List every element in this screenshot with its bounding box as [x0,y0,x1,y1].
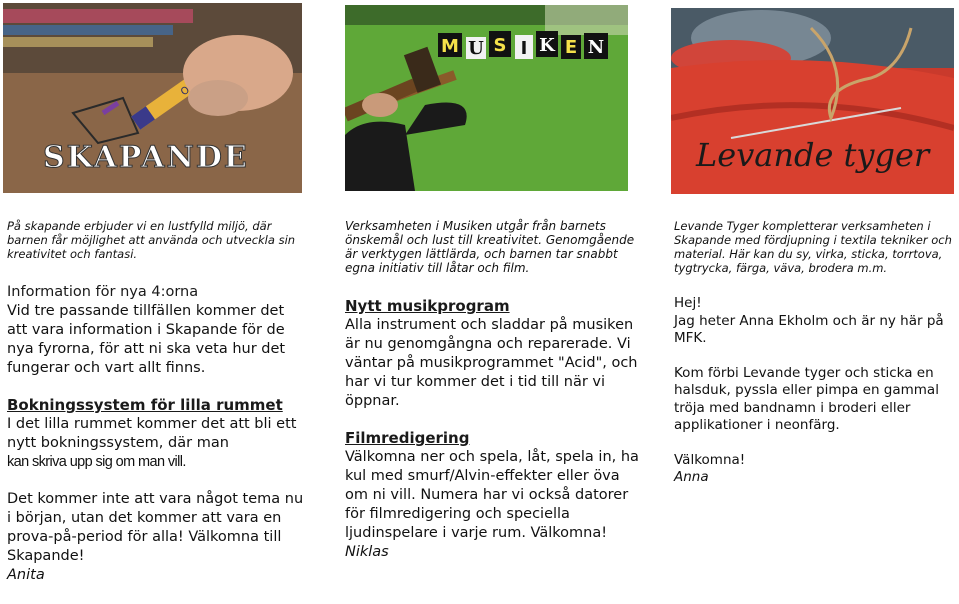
column-skapande [7,219,307,585]
film-text: Välkomna ner och spela, låt, spela in, ha kul med smurf/Alvin-effekter eller öva om ni vill. Numera har vi också datorer för filmredigering och speciella ljudinspelare i varje rum. Välkomna! [345,449,639,541]
skapande-title: SKAPANDE [43,140,249,175]
music-heading: Nytt musikprogram [345,297,510,315]
booking-text: I det lilla rummet kommer det att bli ett nytt bokningssystem, där man [7,416,297,451]
signature-niklas: Niklas [345,544,389,560]
tyger-photo-graphic [671,8,954,194]
column-musiken [345,219,640,562]
svg-text:I: I [520,38,528,59]
booking-text-narrow: kan skriva upp sig om man vill. [7,454,186,470]
column-tyger [674,219,958,487]
booking-heading: Bokningssystem för lilla rummet [7,396,283,414]
film-heading: Filmredigering [345,429,470,447]
musiken-intro: Verksamheten i Musiken utgår från barnets önskemål och lust till kreativitet. Genomgående är verktygen lättlärda, och barnen tar snabbt egna initiativ till låtar och film. [345,219,635,275]
info-heading: Information för nya 4:orna [7,284,199,300]
signature-anita: Anita [7,567,45,583]
svg-text:K: K [539,35,555,56]
signature-anna: Anna [674,469,709,485]
info-text: Vid tre passande tillfällen kommer det att vara information i Skapande för de nya fyrorna, för att ni ska veta hur det fungerar och vart allt finns. [7,303,286,376]
greeting-text: Jag heter Anna Ekholm och är ny här på MFK. [674,312,944,346]
svg-text:U: U [468,38,484,59]
musiken-photo [345,5,628,191]
skapande-photo [3,3,302,193]
skapande-closing-text: Det kommer inte att vara något tema nu i början, utan det kommer att vara en prova-på-period för alla! Välkomna till Skapande! [7,491,304,564]
tyger-photo [671,8,954,194]
svg-text:M: M [441,36,459,57]
musiken-photo-graphic [345,5,628,191]
svg-text:Oil Pastel: Oil [178,81,197,99]
greeting: Hej! [674,295,702,311]
skapande-photo-graphic [3,3,302,193]
svg-text:E: E [564,37,578,58]
welcome-text: Välkomna! [674,451,746,468]
tyger-title: Levande tyger [696,136,930,174]
svg-text:N: N [587,37,605,58]
svg-text:S: S [493,35,507,56]
skapande-intro: På skapande erbjuder vi en lustfylld miljö, där barnen får möjlighet att använda och utveckla sin kreativitet och fantasi. [7,219,296,261]
tyger-intro: Levande Tyger kompletterar verksamheten i Skapande med fördjupning i textila tekniker och material. Här kan du sy, virka, sticka, torrtova, tygtrycka, färga, väva, brodera m.m. [674,219,952,275]
music-text: Alla instrument och sladdar på musiken är nu genomgångna och reparerade. Vi väntar på musikprogrammet "Acid", och har vi tur kommer det i tid till när vi öppnar. [345,317,638,409]
invite-text: Kom förbi Levande tyger och sticka en halsduk, pyssla eller pimpa en gammal tröja med bandnamn i broderi eller applikationer i neonfärg. [674,364,939,433]
